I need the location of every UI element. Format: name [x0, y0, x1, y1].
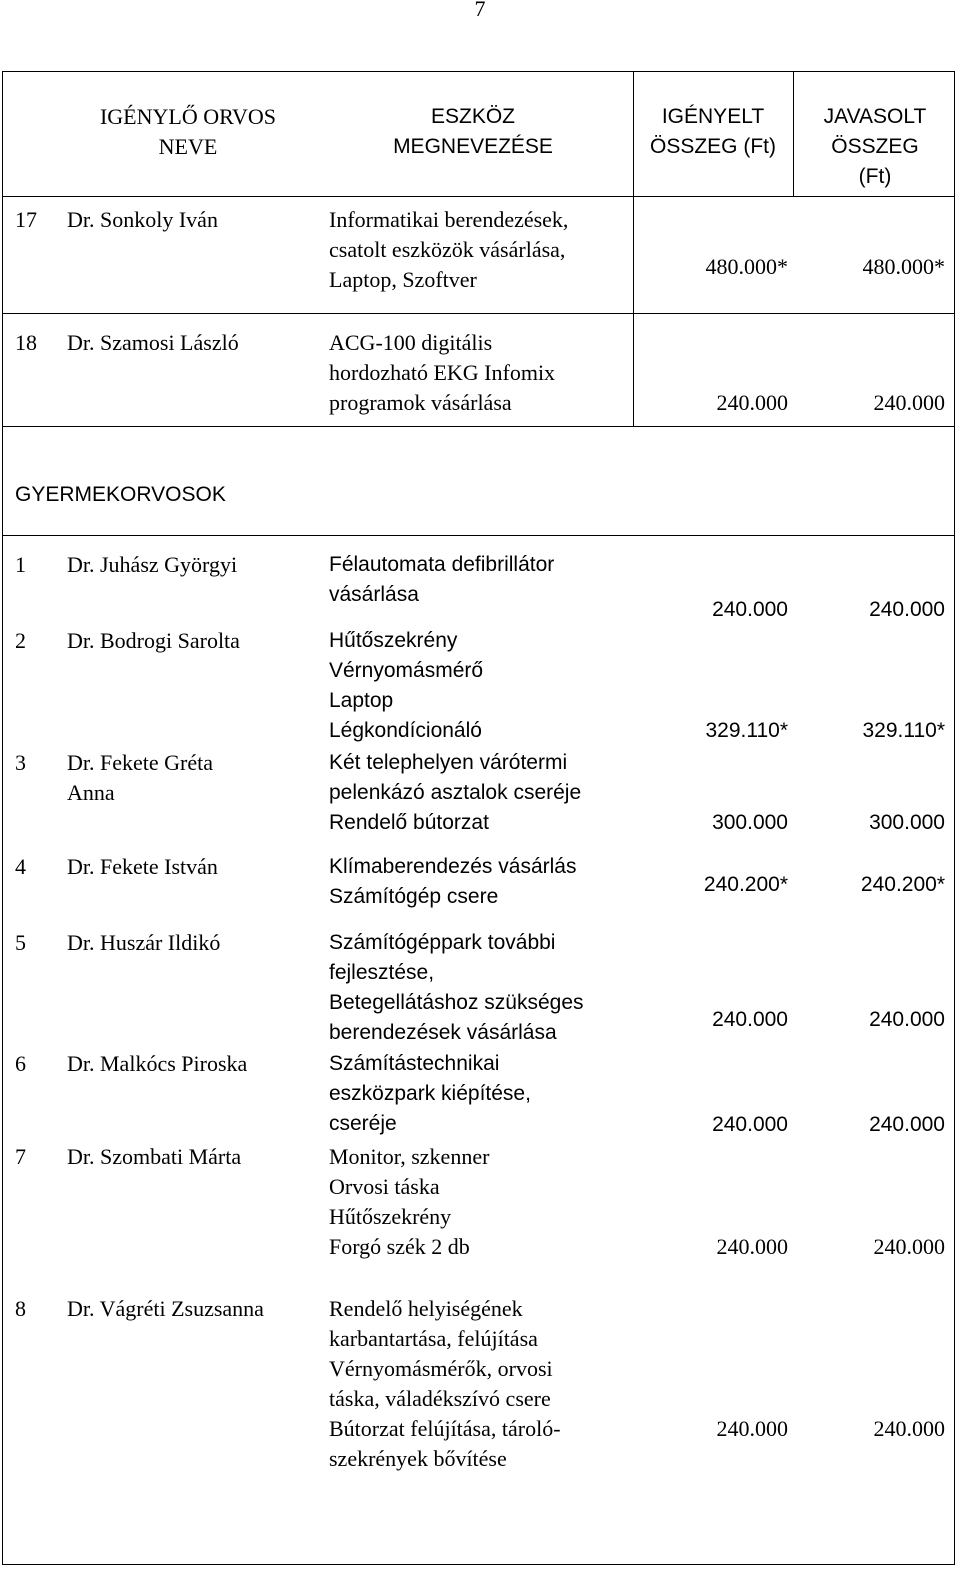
row-number: 5 [15, 930, 26, 955]
proposed-amount: 300.000 [869, 811, 945, 834]
row-number: 18 [15, 330, 37, 355]
device-description: Monitor, szkenner Orvosi táska Hűtőszekrény Forgó szék 2 db [329, 1144, 490, 1259]
requested-amount: 240.000 [712, 1113, 788, 1136]
doctor-name: Dr. Juhász Györgyi [67, 552, 238, 577]
device-description: Hűtőszekrény Vérnyomásmérő Laptop Légkondícionáló [329, 629, 484, 742]
requested-amount: 240.000 [712, 1008, 788, 1031]
row-number: 7 [15, 1144, 26, 1169]
row-number: 17 [15, 207, 37, 232]
header-proposed: JAVASOLT ÖSSZEG (Ft) [823, 105, 927, 188]
header-requested: IGÉNYELT ÖSSZEG (Ft) [650, 105, 776, 158]
row-divider [3, 426, 954, 427]
row-number: 8 [15, 1296, 26, 1321]
row-number: 3 [15, 750, 26, 775]
requested-amount: 329.110* [705, 719, 788, 742]
proposed-amount: 480.000* [862, 254, 945, 279]
doctor-name: Dr. Vágréti Zsuzsanna [67, 1296, 264, 1321]
device-description: Félautomata defibrillátor vásárlása [329, 553, 555, 606]
proposed-amount: 240.000 [873, 1234, 945, 1259]
device-description: Két telephelyen várótermi pelenkázó asztalok cseréje Rendelő bútorzat [329, 751, 582, 834]
header-device: ESZKÖZ MEGNEVEZÉSE [393, 105, 553, 158]
device-description: Informatikai berendezések, csatolt eszközök vásárlása, Laptop, Szoftver [329, 207, 569, 292]
proposed-amount: 240.000 [873, 390, 945, 415]
row-number: 6 [15, 1051, 26, 1076]
requested-amount: 480.000* [705, 254, 788, 279]
requested-amount: 240.200* [703, 873, 788, 896]
page-number: 7 [474, 0, 486, 21]
requested-amount: 240.000 [712, 598, 788, 621]
doctor-name: Dr. Huszár Ildikó [67, 930, 221, 955]
row-divider [3, 313, 954, 314]
proposed-amount: 240.000 [869, 1113, 945, 1136]
grant-table [2, 71, 955, 1565]
device-description: ACG-100 digitális hordozható EKG Infomix programok vásárlása [329, 330, 556, 415]
doctor-name: Dr. Sonkoly Iván [67, 207, 218, 232]
doctor-name: Dr. Bodrogi Sarolta [67, 628, 240, 653]
column-divider [633, 72, 634, 426]
requested-amount: 240.000 [716, 1416, 788, 1441]
proposed-amount: 240.000 [869, 1008, 945, 1031]
doctor-name: Dr. Szamosi László [67, 330, 239, 355]
device-description: Számítógéppark további fejlesztése, Betegellátáshoz szükséges berendezések vásárlása [329, 931, 584, 1044]
column-divider [793, 72, 794, 196]
doctor-name: Dr. Fekete István [67, 854, 218, 879]
proposed-amount: 329.110* [862, 719, 945, 742]
requested-amount: 300.000 [712, 811, 788, 834]
row-number: 4 [15, 854, 26, 879]
proposed-amount: 240.200* [860, 873, 945, 896]
device-description: Rendelő helyiségének karbantartása, felújítása Vérnyomásmérők, orvosi táska, váladékszívó csere Bútorzat felújítása, tároló- szekrények bővítése [329, 1296, 561, 1471]
row-number: 2 [15, 628, 26, 653]
requested-amount: 240.000 [716, 1234, 788, 1259]
section-title: GYERMEKORVOSOK [15, 483, 226, 506]
doctor-name: Dr. Fekete Gréta Anna [67, 750, 213, 805]
section-divider [3, 535, 954, 536]
row-number: 1 [15, 552, 26, 577]
device-description: Számítástechnikai eszközpark kiépítése, cseréje [329, 1052, 531, 1135]
header-divider [3, 196, 954, 197]
proposed-amount: 240.000 [869, 598, 945, 621]
doctor-name: Dr. Szombati Márta [67, 1144, 242, 1169]
header-doctor: IGÉNYLŐ ORVOS NEVE [99, 104, 277, 159]
proposed-amount: 240.000 [873, 1416, 945, 1441]
requested-amount: 240.000 [716, 390, 788, 415]
device-description: Klímaberendezés vásárlás Számítógép csere [329, 855, 577, 908]
doctor-name: Dr. Malkócs Piroska [67, 1051, 248, 1076]
